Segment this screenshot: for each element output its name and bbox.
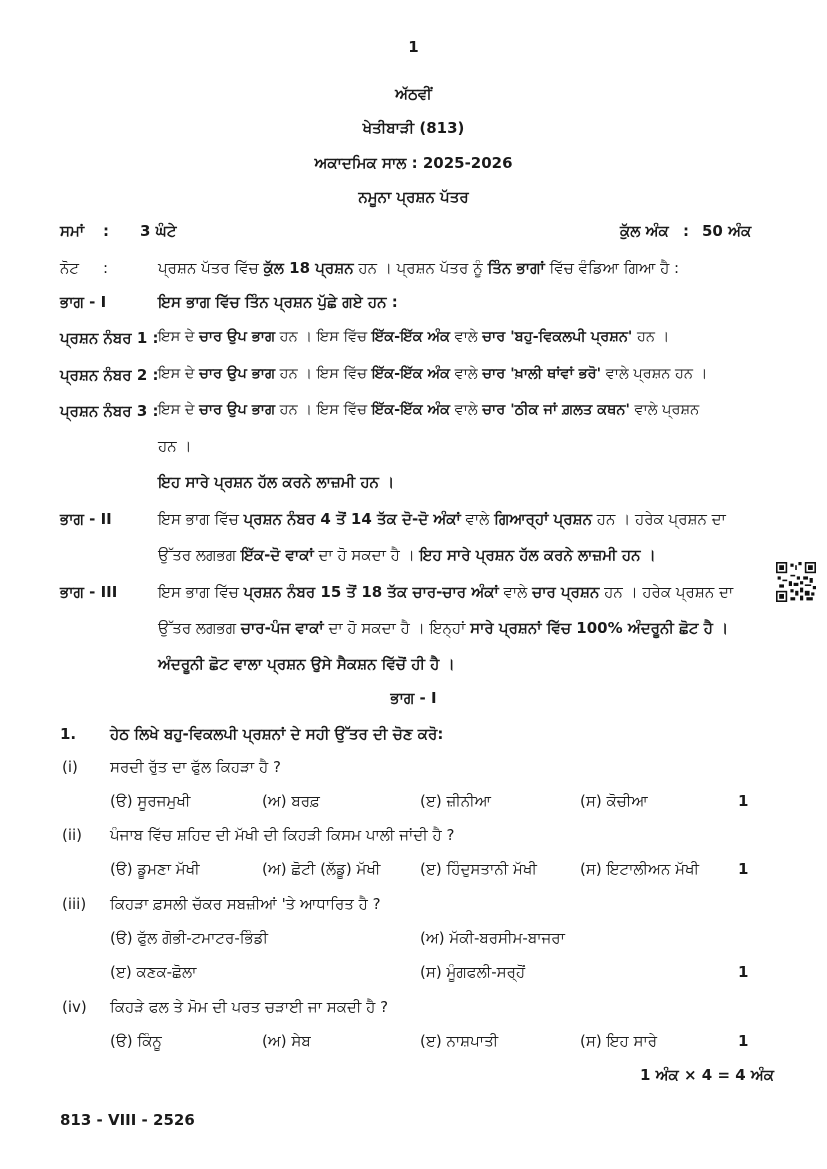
option-d: (ਸ) ਇਹ ਸਾਰੇ [580,1032,658,1050]
subq-number: (i) [62,758,78,776]
section1-label: ਭਾਗ - I [60,293,107,311]
marks-colon: : [683,222,689,240]
section1-heading: ਇਸ ਭਾਗ ਵਿੱਚ ਤਿੰਨ ਪ੍ਰਸ਼ਨ ਪੁੱਛੇ ਗਏ ਹਨ : [158,293,398,311]
q1-desc: ਇਸ ਦੇ ਚਾਰ ਉਪ ਭਾਗ ਹਨ । ਇਸ ਵਿੱਚ ਇੱਕ-ਇੱਕ ਅੰਕ ਵਾਲੇ ਚਾਰ 'ਬਹੁ-ਵਿਕਲਪੀ ਪ੍ਰਸ਼ਨ' ਹਨ । [158,329,670,345]
question1-total: 1 ਅੰਕ × 4 = 4 ਅੰਕ [640,1066,775,1084]
paper-type-title: ਨਮੂਨਾ ਪ੍ਰਸ਼ਨ ਪੱਤਰ [358,188,469,206]
note-colon: : [103,259,109,277]
option-b: (ਅ) ਬਰਫ਼ [262,792,320,810]
section2-label: ਭਾਗ - II [60,510,112,528]
subq-number: (iv) [62,998,87,1016]
option-b: (ਅ) ਸੇਬ [262,1032,311,1050]
section3-line1: ਇਸ ਭਾਗ ਵਿੱਚ ਪ੍ਰਸ਼ਨ ਨੰਬਰ 15 ਤੋਂ 18 ਤੱਕ ਚਾਰ-ਚਾਰ ਅੰਕਾਂ ਵਾਲੇ ਚਾਰ ਪ੍ਰਸ਼ਨ ਹਨ । ਹਰੇਕ ਪ੍ਰਸ਼ਨ ਦਾ [158,583,734,601]
option-c: (ੲ) ਕਣਕ-ਛੋਲਾ [110,963,197,981]
option-c: (ੲ) ਜ਼ੀਨੀਆ [420,792,491,810]
q2-desc: ਇਸ ਦੇ ਚਾਰ ਉਪ ਭਾਗ ਹਨ । ਇਸ ਵਿੱਚ ਇੱਕ-ਇੱਕ ਅੰਕ ਵਾਲੇ ਚਾਰ 'ਖ਼ਾਲੀ ਥਾਂਵਾਂ ਭਰੋ' ਵਾਲੇ ਪ੍ਰਸ਼ਨ ਹਨ । [158,366,708,382]
section3-line3: ਅੰਦਰੂਨੀ ਛੋਟ ਵਾਲਾ ਪ੍ਰਸ਼ਨ ਉਸੇ ਸੈਕਸ਼ਨ ਵਿੱਚੋਂ ਹੀ ਹੈ । [158,655,455,673]
section1-compulsory: ਇਹ ਸਾਰੇ ਪ੍ਰਸ਼ਨ ਹੱਲ ਕਰਨੇ ਲਾਜ਼ਮੀ ਹਨ । [158,473,395,491]
option-a: (ੳ) ਡੂਮਣਾ ਮੱਖੀ [110,860,200,878]
subq-text: ਪੰਜਾਬ ਵਿੱਚ ਸ਼ਹਿਦ ਦੀ ਮੱਖੀ ਦੀ ਕਿਹੜੀ ਕਿਸਮ ਪਾਲੀ ਜਾਂਦੀ ਹੈ ? [110,826,455,844]
qr-code-icon [776,562,816,602]
option-a: (ੳ) ਕਿੰਨੂ [110,1032,162,1050]
subq-text: ਕਿਹੜੇ ਫਲ ਤੇ ਮੋਮ ਦੀ ਪਰਤ ਚੜਾਈ ਜਾ ਸਕਦੀ ਹੈ ? [110,998,389,1016]
question1-number: 1. [60,725,77,743]
section3-label: ਭਾਗ - III [60,583,118,601]
subq-text: ਸਰਦੀ ਰੁੱਤ ਦਾ ਫੁੱਲ ਕਿਹੜਾ ਹੈ ? [110,758,281,776]
subq-number: (ii) [62,826,83,844]
section2-line1: ਇਸ ਭਾਗ ਵਿੱਚ ਪ੍ਰਸ਼ਨ ਨੰਬਰ 4 ਤੋਂ 14 ਤੱਕ ਦੋ-ਦੋ ਅੰਕਾਂ ਵਾਲੇ ਗਿਆਰ੍ਹਾਂ ਪ੍ਰਸ਼ਨ ਹਨ । ਹਰੇਕ ਪ੍ਰਸ਼ਨ ਦਾ [158,510,726,528]
section2-line2: ਉੱਤਰ ਲਗਭਗ ਇੱਕ-ਦੋ ਵਾਕਾਂ ਦਾ ਹੋ ਸਕਦਾ ਹੈ । ਇਹ ਸਾਰੇ ਪ੍ਰਸ਼ਨ ਹੱਲ ਕਰਨੇ ਲਾਜ਼ਮੀ ਹਨ । [158,546,656,564]
footer-code: 813 - VIII - 2526 [60,1111,195,1129]
class-title: ਅੱਠਵੀਂ [395,85,432,103]
subq-text: ਕਿਹੜਾ ਫ਼ਸਲੀ ਚੱਕਰ ਸਬਜ਼ੀਆਂ 'ਤੇ ਆਧਾਰਿਤ ਹੈ ? [110,895,381,913]
marks-value: 50 ਅੰਕ [702,222,752,240]
note-text: ਪ੍ਰਸ਼ਨ ਪੱਤਰ ਵਿੱਚ ਕੁੱਲ 18 ਪ੍ਰਸ਼ਨ ਹਨ । ਪ੍ਰਸ਼ਨ ਪੱਤਰ ਨੂੰ ਤਿੰਨ ਭਾਗਾਂ ਵਿੱਚ ਵੰਡਿਆ ਗਿਆ ਹੈ : [158,259,680,277]
subq-mark: 1 [738,963,749,981]
q3-label: ਪ੍ਰਸ਼ਨ ਨੰਬਰ 3 : [60,402,159,420]
q1-label: ਪ੍ਰਸ਼ਨ ਨੰਬਰ 1 : [60,329,159,347]
page-number: 1 [408,38,419,56]
option-a: (ੳ) ਸੂਰਜਮੁਖੀ [110,792,191,810]
subq-mark: 1 [738,1032,749,1050]
section3-line2: ਉੱਤਰ ਲਗਭਗ ਚਾਰ-ਪੰਜ ਵਾਕਾਂ ਦਾ ਹੋ ਸਕਦਾ ਹੈ । ਇਨ੍ਹਾਂ ਸਾਰੇ ਪ੍ਰਸ਼ਨਾਂ ਵਿੱਚ 100% ਅੰਦਰੂਨੀ ਛੋਟ ਹੈ । [158,619,729,637]
session-title: ਅਕਾਦਮਿਕ ਸਾਲ : 2025-2026 [314,154,513,172]
subq-mark: 1 [738,792,749,810]
time-colon: : [103,222,109,240]
option-a: (ੳ) ਫੁੱਲ ਗੋਭੀ-ਟਮਾਟਰ-ਭਿੰਡੀ [110,929,269,947]
part-heading: ਭਾਗ - I [390,689,437,707]
option-d: (ਸ) ਕੋਚੀਆ [580,792,648,810]
q3-desc-cont: ਹਨ । [158,437,192,455]
question1-text: ਹੇਠ ਲਿਖੇ ਬਹੁ-ਵਿਕਲਪੀ ਪ੍ਰਸ਼ਨਾਂ ਦੇ ਸਹੀ ਉੱਤਰ ਦੀ ਚੋਣ ਕਰੋ: [110,725,444,743]
option-c: (ੲ) ਨਾਸ਼ਪਾਤੀ [420,1032,499,1050]
time-label: ਸਮਾਂ [60,222,85,240]
q2-label: ਪ੍ਰਸ਼ਨ ਨੰਬਰ 2 : [60,366,159,384]
q3-desc: ਇਸ ਦੇ ਚਾਰ ਉਪ ਭਾਗ ਹਨ । ਇਸ ਵਿੱਚ ਇੱਕ-ਇੱਕ ਅੰਕ ਵਾਲੇ ਚਾਰ 'ਠੀਕ ਜਾਂ ਗ਼ਲਤ ਕਥਨ' ਵਾਲੇ ਪ੍ਰਸ਼ਨ [158,402,700,418]
marks-label: ਕੁੱਲ ਅੰਕ [620,222,669,240]
option-d: (ਸ) ਇਟਾਲੀਅਨ ਮੱਖੀ [580,860,699,878]
time-value: 3 ਘੰਟੇ [140,222,177,240]
subject-title: ਖੇਤੀਬਾੜੀ (813) [362,119,465,137]
subq-mark: 1 [738,860,749,878]
option-d: (ਸ) ਮੂੰਗਫਲੀ-ਸਰ੍ਹੋਂ [420,963,526,981]
subq-number: (iii) [62,895,87,913]
option-c: (ੲ) ਹਿੰਦੁਸਤਾਨੀ ਮੱਖੀ [420,860,537,878]
option-b: (ਅ) ਛੋਟੀ (ਲੱਡੂ) ਮੱਖੀ [262,860,381,878]
option-b: (ਅ) ਮੱਕੀ-ਬਰਸੀਮ-ਬਾਜਰਾ [420,929,565,947]
note-label: ਨੋਟ [60,259,79,277]
